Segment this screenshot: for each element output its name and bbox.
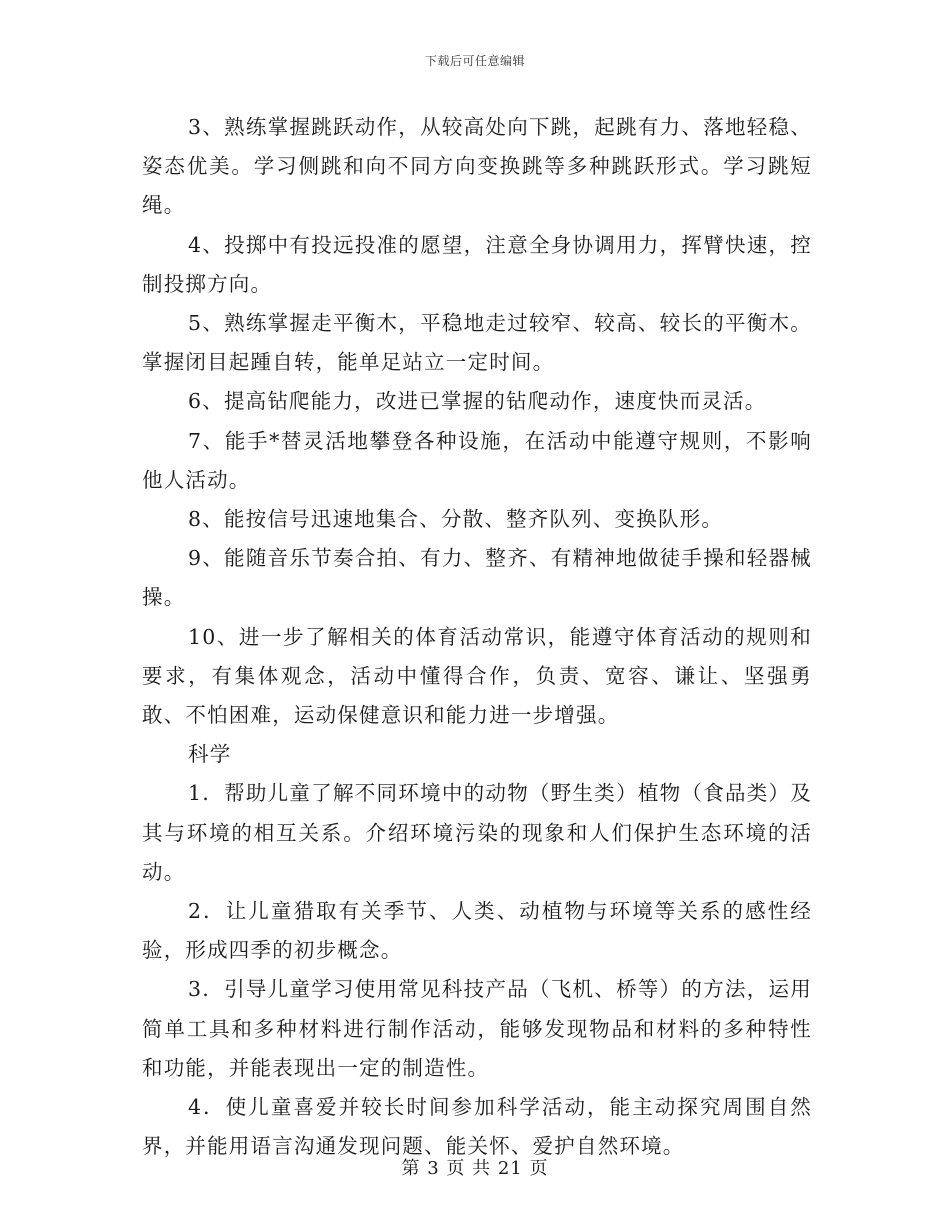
- document-body: [142, 108, 812, 1166]
- paragraph-climb: 7、能手*替灵活地攀登各种设施，在活动中能遵守规则，不影响他人活动。: [142, 428, 812, 492]
- paragraph-crawl: 6、提高钻爬能力，改进已掌握的钻爬动作，速度快而灵活。: [188, 389, 767, 414]
- paragraph-jump: 3、熟练掌握跳跃动作，从较高处向下跳，起跳有力、落地轻稳、姿态优美。学习侧跳和向不同方向变换跳等多种跳跃形式。学习跳短绳。: [142, 115, 812, 218]
- paragraph-science-1: 1．帮助儿童了解不同环境中的动物（野生类）植物（食品类）及其与环境的相互关系。介绍环境污染的现象和人们保护生态环境的活动。: [142, 781, 812, 884]
- section-heading-science: 科学: [188, 742, 232, 767]
- paragraph-science-2: 2．让儿童猎取有关季节、人类、动植物与环境等关系的感性经验，形成四季的初步概念。: [142, 899, 812, 963]
- paragraph-science-3: 3．引导儿童学习使用常见科技产品（飞机、桥等）的方法，运用简单工具和多种材料进行制作活动，能够发现物品和材料的多种特性和功能，并能表现出一定的制造性。: [142, 977, 812, 1080]
- paragraph-throw: 4、投掷中有投远投准的愿望，注意全身协调用力，挥臂快速，控制投掷方向。: [142, 232, 812, 296]
- paragraph-balance-beam: 5、熟练掌握走平衡木，平稳地走过较窄、较高、较长的平衡木。掌握闭目起踵自转，能单足站立一定时间。: [142, 311, 812, 375]
- paragraph-formation: 8、能按信号迅速地集合、分散、整齐队列、变换队形。: [188, 507, 724, 532]
- paragraph-science-4: 4．使儿童喜爱并较长时间参加科学活动，能主动探究周围自然界，并能用语言沟通发现问题、能关怀、爱护自然环境。: [142, 1095, 812, 1159]
- page-number: 第 3 页 共 21 页: [401, 1158, 549, 1179]
- paragraph-exercise: 9、能随音乐节奏合拍、有力、整齐、有精神地做徒手操和轻器械操。: [142, 546, 812, 610]
- page-header: 下载后可任意编辑: [424, 54, 525, 68]
- paragraph-sports-knowledge: 10、进一步了解相关的体育活动常识，能遵守体育活动的规则和要求，有集体观念，活动中懂得合作，负责、宽容、谦让、坚强勇敢、不怕困难，运动保健意识和能力进一步增强。: [142, 624, 812, 728]
